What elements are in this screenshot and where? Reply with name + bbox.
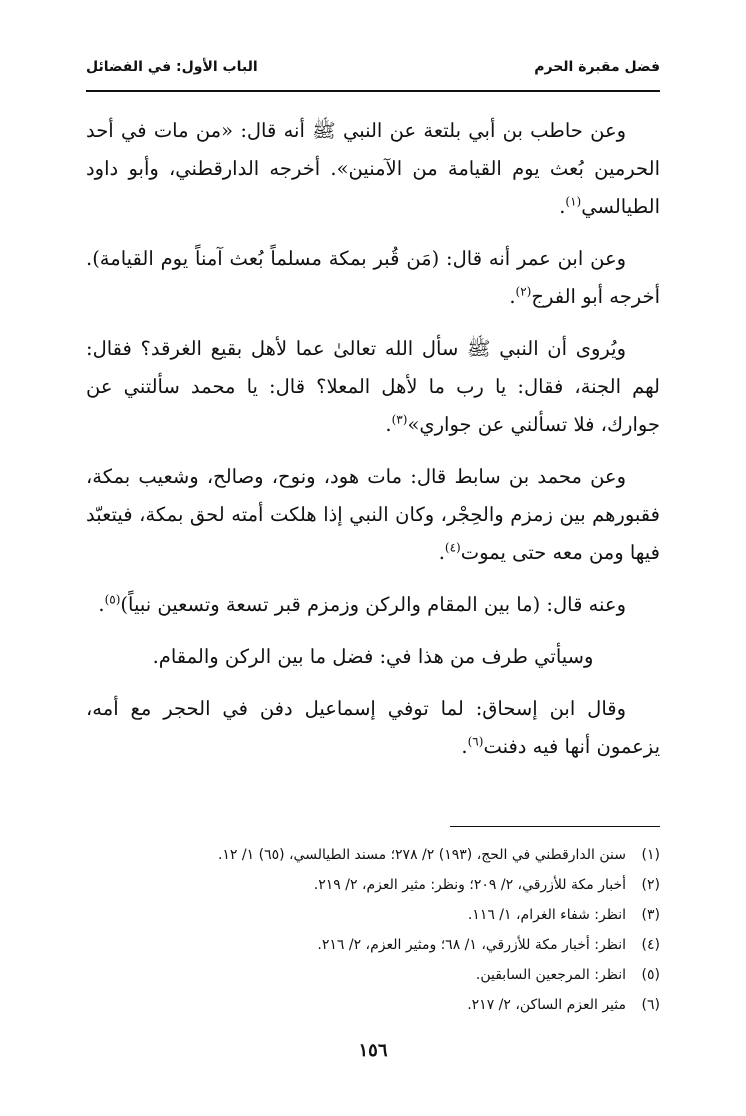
footnote-number: (٤) (641, 937, 660, 953)
footnote-item (86, 930, 660, 960)
footnote-text: سنن الدارقطني في الحج، (١٩٣) ٢/ ٢٧٨؛ مسند الطيالسي، (٦٥) ١/ ١٢. (217, 847, 626, 863)
footnote-ref[interactable]: (٦) (467, 734, 484, 749)
footnote-text: أخبار مكة للأزرقي، ٢/ ٢٠٩؛ ونظر: مثير العزم، ٢/ ٢١٩. (313, 877, 626, 893)
footnote-ref[interactable]: (١) (565, 194, 582, 209)
footnote-number: (٢) (641, 877, 660, 893)
footnote-ref[interactable]: (٣) (391, 412, 408, 427)
paragraph: وعن محمد بن سابط قال: مات هود، ونوح، وصالح، وشعيب بمكة، فقبورهم بين زمزم والحِجْر، وكان النبي إذا هلكت أمته لحق بمكة، فيتعبّد فيها ومن معه حتى يموت$^{(٤)}$. (86, 465, 660, 564)
footnote-ref[interactable]: (٤) (444, 540, 461, 555)
page-number: ١٥٦ (358, 1040, 388, 1061)
paragraph: وعن ابن عمر أنه قال: (مَن قُبر بمكة مسلماً بُعث آمناً يوم القيامة). أخرجه أبو الفرج$^{(٢)}$. (86, 247, 660, 308)
running-header (86, 52, 660, 82)
footnote-item (86, 870, 660, 900)
paragraph: ويُروى أن النبي ﷺ سأل الله تعالىٰ عما لأهل بقيع الغرقد؟ فقال: لهم الجنة، فقال: يا رب ما لأهل المعلا؟ قال: يا محمد سألتني عن جوارك، فلا تسألني عن جواري»$^{(٣)}$. (86, 337, 660, 436)
footnote-ref[interactable]: (٢) (515, 284, 532, 299)
paragraph: وعن حاطب بن أبي بلتعة عن النبي ﷺ أنه قال: «من مات في أحد الحرمين بُعث يوم القيامة من الآمنين». أخرجه الدارقطني، وأبو داود الطيالسي$^{(١)}$. (86, 119, 660, 218)
footnote-text: انظر: أخبار مكة للأزرقي، ١/ ٦٨؛ ومثير العزم، ٢/ ٢١٦. (317, 937, 626, 953)
paragraph: وسيأتي طرف من هذا في: فضل ما بين الركن والمقام. (152, 645, 594, 668)
footnote-item (86, 900, 660, 930)
footnote-divider (450, 826, 660, 827)
main-text (86, 112, 660, 780)
footnote-ref[interactable]: (٥) (104, 592, 121, 607)
footnote-text: مثير العزم الساكن، ٢/ ٢١٧. (467, 997, 626, 1013)
footnote-item (86, 990, 660, 1020)
paragraph: وقال ابن إسحاق: لما توفي إسماعيل دفن في الحجر مع أمه، يزعمون أنها فيه دفنت$^{(٦)}$. (86, 697, 660, 758)
footnote-number: (٦) (641, 997, 660, 1013)
footnote-number: (٥) (641, 967, 660, 983)
footnote-number: (٣) (641, 907, 660, 923)
footnote-number: (١) (641, 847, 660, 863)
paragraph: وعنه قال: (ما بين المقام والركن وزمزم قبر تسعة وتسعين نبياً)$^{(٥)}$. (98, 592, 626, 616)
header-divider (86, 90, 660, 92)
header-chapter-title: فضل مقبرة الحرم (534, 59, 660, 75)
header-section-title: الباب الأول: في الفضائل (86, 59, 258, 75)
footnote-item (86, 840, 660, 870)
footnote-item (86, 960, 660, 990)
footnote-text: انظر: المرجعين السابقين. (475, 967, 626, 983)
footnotes (86, 840, 660, 1020)
footnote-text: انظر: شفاء الغرام، ١/ ١١٦. (467, 907, 626, 923)
